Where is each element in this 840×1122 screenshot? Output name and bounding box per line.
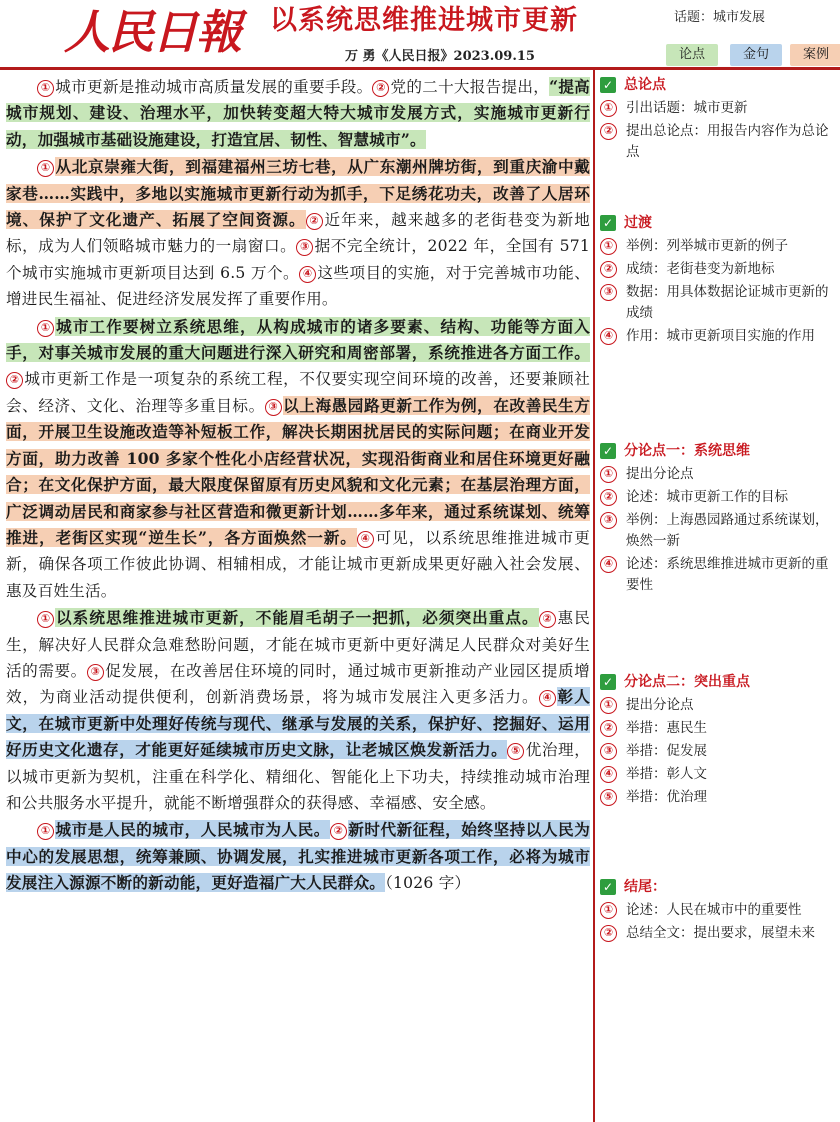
sidebar-item-number-badge: ④ (600, 556, 617, 573)
sidebar-item-number-badge: ① (600, 238, 617, 255)
sentence-text: 这些项目的实施，对于完善城市功能、增进民生福祉、促进经济发展发挥了重要作用。 (6, 263, 590, 309)
sidebar-item-text: 提出分论点 (626, 466, 694, 482)
sidebar-section-title (600, 876, 836, 898)
sidebar-section-label: 结尾： (624, 879, 666, 895)
sidebar-item (600, 741, 836, 762)
sidebar-item (600, 787, 836, 808)
sidebar-item (600, 98, 836, 119)
sentence-number-badge: ② (330, 823, 347, 840)
highlighted-sentence: 从北京崇雍大街，到福建福州三坊七巷，从广东潮州牌坊街，到重庆渝中戴家巷……实践中，多地以实施城市更新行动为抓手，下足绣花功夫，改善了人居环境、保护了文化遗产、拓展了空间资源。 (6, 157, 590, 230)
sidebar-item-text: 提出总论点：用报告内容作为总论点 (626, 123, 829, 160)
sidebar-section-title (600, 440, 836, 462)
sidebar-item (600, 464, 836, 485)
sentence-text: 据不完全统计，2022 年，全国有 571 个城市实施城市更新项目达到 6.5 万个。 (6, 237, 590, 282)
sidebar-item (600, 236, 836, 257)
sidebar-item (600, 121, 836, 163)
sidebar-item-number-badge: ③ (600, 284, 617, 301)
sidebar-item (600, 259, 836, 280)
legend-argument: 论点 (666, 44, 718, 66)
sidebar-item (600, 695, 836, 716)
checkmark-icon: ✓ (600, 674, 616, 690)
sidebar-section (600, 671, 836, 808)
sidebar-item (600, 718, 836, 739)
sidebar-section (600, 876, 836, 944)
article-paragraph (6, 817, 590, 896)
legend-case: 案例 (790, 44, 840, 66)
sidebar-item-text: 举例：上海愚园路通过系统谋划，焕然一新 (626, 512, 829, 549)
sentence-number-badge: ② (372, 80, 389, 97)
sidebar-item-text: 论述：城市更新工作的目标 (626, 489, 788, 505)
newspaper-logo: 人民日報 (64, 5, 240, 59)
sentence-text: 近年来，越来越多的老街巷变为新地标，成为人们领略城市魅力的一扇窗口。 (6, 211, 590, 256)
article-paragraph (6, 605, 590, 816)
sidebar-item-text: 总结全文：提出要求，展望未来 (626, 925, 815, 941)
sentence-text: 党的二十大报告提出， (390, 78, 550, 96)
sidebar-item-number-badge: ③ (600, 512, 617, 529)
sentence-text: 优治理，以城市更新为契机，注重在科学化、精细化、智能化上下功夫，持续推动城市治理和公共服务水平提升，就能不断增强群众的获得感、幸福感、安全感。 (6, 741, 590, 812)
sidebar-item-text: 论述：人民在城市中的重要性 (626, 902, 802, 918)
sentence-text: （1026 字） (385, 874, 471, 893)
sentence-text: 惠民生，解决好人民群众急难愁盼问题，才能在城市更新中更好满足人民群众对美好生活的需要。 (6, 609, 590, 680)
article-paragraph (6, 154, 590, 312)
sidebar-item (600, 900, 836, 921)
sentence-number-badge: ④ (357, 531, 374, 548)
sentence-text: 城市更新是推动城市高质量发展的重要手段。 (55, 78, 373, 96)
sidebar-item-number-badge: ① (600, 466, 617, 483)
sidebar-item-number-badge: ② (600, 123, 617, 140)
sidebar-item-number-badge: ④ (600, 328, 617, 345)
sidebar-item (600, 326, 836, 347)
sidebar-item (600, 764, 836, 785)
sentence-number-badge: ① (37, 160, 54, 177)
highlighted-sentence: 以上海愚园路更新工作为例，在改善民生方面，开展卫生设施改造等补短板工作，解决长期困扰居民的实际问题；在商业开发方面，助力改善 100 多家个性化小店经营状况，实现沿街商业和居住环境更好融合；在文化保护方面，最大限度保留原有历史风貌和文化元素；在基层治理方面，广泛调动居民和商家参与社区营造和微更新计划……多年来，通过系统谋划、统筹推进，老街区实现“逆生长”，各方面焕然一新。 (6, 395, 590, 547)
sidebar-item-text: 举措：惠民生 (626, 720, 707, 736)
highlighted-sentence: 彰人文，在城市更新中处理好传统与现代、继承与发展的关系，保护好、挖掘好、运用好历史文化遗存，才能更好延续城市历史文脉，让老城区焕发新活力。 (6, 687, 590, 760)
sentence-number-badge: ① (37, 80, 54, 97)
sidebar-item-number-badge: ① (600, 697, 617, 714)
sidebar-item-number-badge: ① (600, 100, 617, 117)
sidebar-section-label: 过渡 (624, 215, 652, 231)
sentence-number-badge: ⑤ (507, 743, 524, 760)
highlighted-sentence: 城市工作要树立系统思维，从构成城市的诸多要素、结构、功能等方面入手，对事关城市发展的重大问题进行深入研究和周密部署，系统推进各方面工作。 (6, 316, 590, 363)
sidebar-item-text: 举措：彰人文 (626, 766, 707, 782)
article-paragraph (6, 74, 590, 153)
sidebar-section (600, 440, 836, 596)
topic-label: 话题：城市发展 (674, 10, 766, 25)
sidebar-section-title (600, 671, 836, 693)
sentence-number-badge: ② (6, 372, 23, 389)
sidebar-item-number-badge: ④ (600, 766, 617, 783)
checkmark-icon: ✓ (600, 215, 616, 231)
sidebar-item-text: 作用：城市更新项目实施的作用 (626, 328, 815, 344)
column-divider (593, 70, 595, 1122)
sentence-number-badge: ① (37, 320, 54, 337)
highlighted-sentence: 新时代新征程，始终坚持以人民为中心的发展思想，统筹兼顾、协调发展，扎实推进城市更新各项工作，必将为城市发展注入源源不断的新动能，更好造福广大人民群众。 (6, 820, 590, 893)
sidebar-item-number-badge: ⑤ (600, 789, 617, 806)
sidebar-section-title (600, 74, 836, 96)
sidebar-item (600, 923, 836, 944)
sentence-text: 可见，以系统思维推进城市更新，确保各项工作彼此协调、相辅相成，才能让城市更新成果更好融入社会发展、惠及百姓生活。 (6, 528, 590, 600)
checkmark-icon: ✓ (600, 443, 616, 459)
sidebar-item (600, 487, 836, 508)
page-header (0, 0, 840, 66)
sidebar-section-label: 分论点二：突出重点 (624, 674, 750, 690)
article-paragraph (6, 314, 590, 604)
sentence-number-badge: ④ (299, 266, 316, 283)
sentence-number-badge: ② (539, 611, 556, 628)
sidebar-item-text: 数据：用具体数据论证城市更新的成绩 (626, 284, 829, 321)
sidebar-item-text: 提出分论点 (626, 697, 694, 713)
highlighted-sentence: 城市是人民的城市，人民城市为人民。 (55, 820, 330, 840)
sentence-number-badge: ① (37, 823, 54, 840)
sentence-number-badge: ③ (265, 399, 282, 416)
header-divider (0, 67, 840, 70)
sentence-number-badge: ② (306, 213, 323, 230)
article-body (6, 74, 590, 898)
sidebar-section (600, 212, 836, 347)
sidebar-item-number-badge: ① (600, 902, 617, 919)
sidebar-item-number-badge: ② (600, 925, 617, 942)
sidebar-item (600, 282, 836, 324)
sidebar-section-title (600, 212, 836, 234)
sidebar-item-text: 举例：列举城市更新的例子 (626, 238, 788, 254)
article-byline: 万 勇《人民日报》2023.09.15 (345, 49, 535, 64)
sidebar-item-number-badge: ② (600, 261, 617, 278)
sidebar-section-label: 总论点 (624, 77, 666, 93)
sidebar-item-text: 成绩：老街巷变为新地标 (626, 261, 775, 277)
sidebar-item (600, 554, 836, 596)
sidebar-section-label: 分论点一：系统思维 (624, 443, 750, 459)
sidebar-item-number-badge: ② (600, 489, 617, 506)
highlighted-sentence: “提高城市规划、建设、治理水平，加快转变超大特大城市发展方式，实施城市更新行动，加强城市基础设施建设，打造宜居、韧性、智慧城市”。 (6, 77, 590, 149)
sidebar-item-number-badge: ③ (600, 743, 617, 760)
sidebar-item-text: 引出话题：城市更新 (626, 100, 748, 116)
sentence-number-badge: ① (37, 611, 54, 628)
article-title: 以系统思维推进城市更新 (270, 5, 578, 36)
sentence-number-badge: ④ (539, 690, 556, 707)
sentence-number-badge: ③ (87, 664, 104, 681)
sentence-text: 城市更新工作是一项复杂的系统工程，不仅要实现空间环境的改善，还要兼顾社会、经济、文化、治理等多重目标。 (6, 370, 590, 415)
highlighted-sentence: 以系统思维推进城市更新，不能眉毛胡子一把抓，必须突出重点。 (55, 608, 539, 628)
checkmark-icon: ✓ (600, 77, 616, 93)
sidebar-item-text: 论述：系统思维推进城市更新的重要性 (626, 556, 829, 593)
sidebar-item-number-badge: ② (600, 720, 617, 737)
sentence-number-badge: ③ (296, 239, 313, 256)
sidebar-item-text: 举措：优治理 (626, 789, 707, 805)
sidebar-item (600, 510, 836, 552)
sentence-text: 促发展，在改善居住环境的同时，通过城市更新推动产业园区提质增效，为商业活动提供便利，创新消费场景，将为城市发展注入更多活力。 (6, 661, 590, 707)
sidebar-item-text: 举措：促发展 (626, 743, 707, 759)
legend-golden-sentence: 金句 (730, 44, 782, 66)
checkmark-icon: ✓ (600, 879, 616, 895)
sidebar-section (600, 74, 836, 163)
